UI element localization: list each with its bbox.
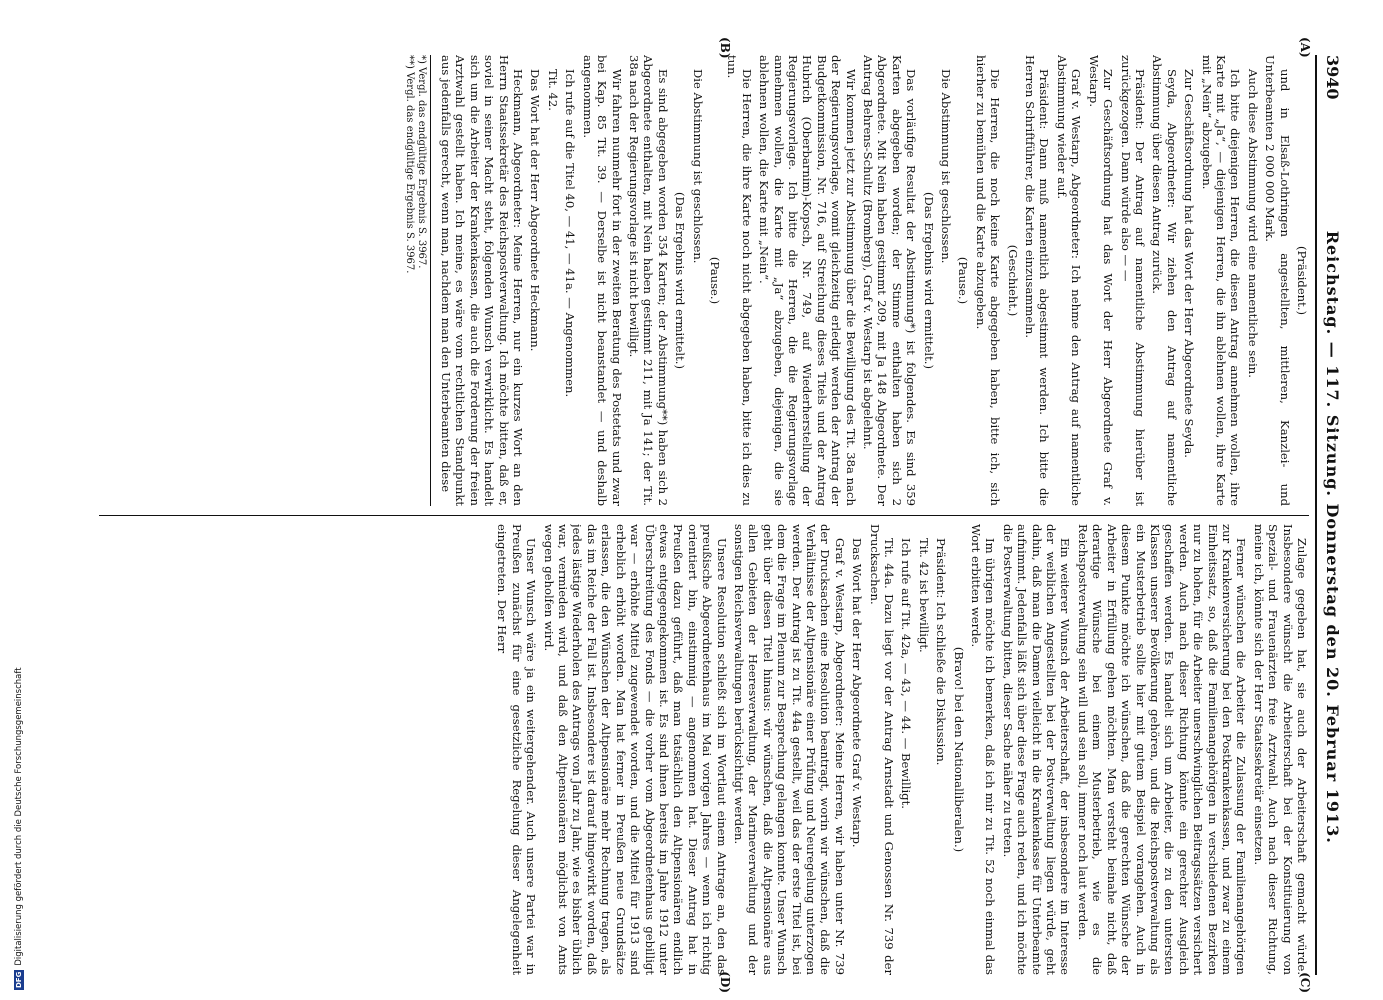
page-number: 3940 bbox=[1323, 55, 1342, 100]
left-paragraph: Zur Geschäftsordnung hat das Wort der Herr Abgeordnete Graf v. Westarp. bbox=[1086, 55, 1116, 506]
left-paragraph: Die Abstimmung ist geschlossen. bbox=[690, 69, 705, 264]
left-paragraph: Wir kommen jetzt zur Abstimmung über die Bewilligung des Tit. 38a nach der Regierungsvorlage, womit gleichzeitig erledigt werden der Antrag der Budgetkommission, Nr. 716, auf Streichung dieses Titels und der Antrag Hubrich (Oberbarnim)-Kopsch, Nr. 749, auf Wiederherstellung der Regierungsvorlage. Ich bitte die Herren, die die Regierungsvorlage annehmen wollen, die Karte mit „Ja“ abzugeben, diejenigen, die sie ablehnen wollen, die Karte mit „Nein“. bbox=[757, 55, 858, 506]
margin-letter-a: (A) bbox=[1298, 37, 1312, 58]
margin-letter-d: (D) bbox=[718, 971, 732, 993]
left-paragraph: Es sind abgegeben worden 354 Karten; der Abstimmung**) haben sich 2 Abgeordnete enthalten, mit Nein haben gestimmt 211, mit Ja 141; der Tit. 38a nach der Regierungsvorlage ist nicht bewilligt. bbox=[626, 55, 670, 506]
page-header bbox=[1315, 55, 1342, 975]
right-paragraph: Unsere Resolution schließt sich im Wortlaut einem Antrage an, den das preußische Abgeordnetenhaus im Mai vorigen Jahres — wenn ich richtig orientiert bin, einstimmig — angenommen hat. Dieser Antrag hat in Preußen dazu geführt, daß man tatsächlich den Altpensionären endlich etwas entgegengekommen ist. Es sind ihnen bereits im Jahre 1912 unter Überschreitung des Fonds — die vorher vom Abgeordnetenhaus gebilligt war — erhöhte Mittel zugewendet worden, und die Mittel für 1913 sind erheblich erhöht worden. Man hat ferner in Preußen neue Grundsätze erlassen, die den Wünschen der Altpensionäre mehr Rechnung tragen, als das im Reiche der Fall ist. Insbesondere ist darauf hingewirkt worden, daß jedes lästige Wiederholen des Antrags von Jahr zu Jahr, wie es bisher üblich war, vermieden wird, und daß den Altpensionären möglichst von Amts wegen geholfen wird. bbox=[541, 524, 729, 975]
left-paragraph: Auch diese Abstimmung wird eine namentliche sein. bbox=[1245, 69, 1260, 378]
left-paragraph: Die Herren, die noch keine Karte abgegeben haben, bitte ich, sich hierher zu bemühen und die Karte abzugeben. bbox=[973, 55, 1003, 506]
right-paragraph: Präsident: Ich schließe die Diskussion. bbox=[934, 538, 949, 766]
right-paragraph: Tit. 44a. Dazu liegt vor der Antrag Arnstadt und Genossen Nr. 739 der Drucksachen. bbox=[867, 524, 897, 975]
right-paragraph: Unser Wunsch wäre ja ein weitergehender. Auch unsere Partei war in Preußen zunächst für eine gesetzliche Regelung dieser Angelegenheit eingetreten. Der Herr bbox=[495, 524, 539, 975]
left-paragraphs bbox=[439, 55, 1292, 506]
left-paragraph: Tit. 42. bbox=[545, 69, 560, 111]
left-paragraph: Die Abstimmung ist geschlossen. bbox=[939, 69, 954, 264]
left-paragraph: Seyda, Abgeordneter: Wir ziehen den Antrag auf namentliche Abstimmung über diesen Antrag zurück. bbox=[1150, 55, 1179, 506]
left-paragraph: Das vorläufige Resultat der Abstimmung*) ist folgendes. Es sind 359 Karten abgegeben worden; der Stimme enthalten haben sich 2 Abgeordnete. Mit Nein haben gestimmt 209, mit Ja 148 Abgeordnete. Der Antrag Behrens-Schultz (Bromberg), Graf v. Westarp ist abgelehnt. bbox=[861, 55, 919, 506]
digitization-credit-text: Digitalisierung gefördert durch die Deutsche Forschungsgemeinschaft bbox=[14, 667, 24, 966]
right-paragraph: Ferner wünschen die Arbeiter die Zulassung der Familienangehörigen zur Krankenversicherung bei den Postkrankenkassen, und zwar zu einem Einheitssatz, so, daß die Familienangehörigen in verschiedenen Bezirken nur zu hohen, für die Arbeiter unerschwinglichen Beitragssätzen versichert werden. Auch nach dieser Richtung könnte ein gerechter Ausgleich geschaffen werden. Es handelt sich um Arbeiter, die zu den untersten Klassen unserer Bevölkerung gehören, und die Reichspostverwaltung als ein Musterbetrieb sollte hier mit gutem Beispiel vorangehen. Auch in diesem Punkte möchte ich wünschen, daß die gerechten Wünsche der Arbeiter in Erfüllung gehen möchten. Man versteht beinahe nicht, daß derartige Wünsche bei einem Musterbetrieb, wie es die Reichspostverwaltung sein will und sein soll, immer noch laut werden. bbox=[1075, 524, 1249, 975]
left-paragraph: Ich bitte diejenigen Herren, die diesen Antrag annehmen wollen, ihre Karte mit „Ja“, — diejenigen Herren, die ihn ablehnen wollen, ihre Karte mit „Nein“ abzugeben. bbox=[1199, 55, 1243, 506]
right-paragraph: Das Wort hat der Herr Abgeordnete Graf v. Westarp. bbox=[850, 538, 865, 848]
margin-letter-b: (B) bbox=[718, 37, 732, 59]
right-paragraph: Tit. 42 ist bewilligt. bbox=[916, 538, 931, 653]
left-paragraph: Zur Geschäftsordnung hat das Wort der Herr Abgeordnete Seyda. bbox=[1182, 69, 1197, 458]
left-paragraph: Präsident: Der Antrag auf namentliche Abstimmung hierüber ist zurückgezogen. Dann würde also — — bbox=[1118, 55, 1147, 506]
left-paragraph: (Das Ergebnis wird ermittelt.) bbox=[921, 191, 936, 370]
column-divider bbox=[99, 515, 1309, 516]
left-paragraph: (Pause.) bbox=[956, 256, 971, 305]
left-paragraph: (Geschieht.) bbox=[1005, 244, 1020, 317]
document-page bbox=[82, 37, 1342, 993]
right-paragraph: Zulage gegeben hat, sie auch der Arbeiterschaft gemacht würde. Insbesondere wünscht die Arbeiterschaft bei der Konstituierung von Spezial- und Frauenärzten freie Arztwahl. Auch nach dieser Richtung, meine ich, könnte sich der Herr Staatssekretär einsetzen. bbox=[1251, 524, 1309, 975]
footnote-2: **) Vergl. das endgültige Ergebnis S. 3967. bbox=[403, 55, 415, 274]
margin-letter-c: (C) bbox=[1298, 972, 1312, 993]
left-paragraph: Graf v. Westarp, Abgeordneter: Ich nehme den Antrag auf namentliche Abstimmung wieder auf. bbox=[1054, 55, 1084, 506]
right-paragraph: Ein weiterer Wunsch der Arbeiterschaft, der insbesondere im Interesse der weiblichen Angestellten bei der Postverwaltung liegen würde, geht dahin, daß man die Damen vielleicht in die Krankenkasse für Unterbeamte aufnimmt. Jedenfalls läßt sich über diese Frage auch reden, und ich möchte die Postverwaltung bitten, dieser Sache näher zu treten. bbox=[1000, 524, 1073, 975]
right-paragraph: Im übrigen möchte ich bemerken, daß ich mir zu Tit. 52 noch einmal das Wort erbitten werde. bbox=[969, 524, 998, 975]
left-paragraph: Ich rufe auf die Titel 40, — 41, — 41a. — Angenommen. bbox=[563, 69, 578, 398]
text-columns bbox=[99, 55, 1309, 975]
left-paragraph: Heckmann, Abgeordneter: Meine Herren, nur ein kurzes Wort an den Herrn Staatssekretär des Reichspostverwaltung. Ich möchte bitten, daß er, soviel in seiner Macht steht, folgenden Wunsch verwirklicht. Es handelt sich um die Arbeiter der Krankenkassen, die auch die Forderung der freien Arztwahl gestellt haben. Ich meine, es wäre vom rechtlichen Standpunkt aus jedenfalls gerecht, wenn man, nachdem man den Unterbeamten diese bbox=[439, 55, 526, 506]
right-paragraph: Graf v. Westarp, Abgeordneter: Meine Herren, wir haben unter Nr. 739 der Drucksachen eine Resolution beantragt, worin wir wünschen, daß die Verhältnisse der Altpensionäre einer Prüfung und Neuregelung unterzogen werden. Der Antrag ist zu Tit. 44a gestellt, weil das der erste Titel ist, bei dem die Frage im Plenum zur Besprechung gelangen konnte. Unser Wunsch geht über diesen Titel hinaus: wir wünschen, daß die Altpensionäre aus allen Gebieten der Heeresverwaltung, der Marineverwaltung und der sonstigen Reichsverwaltungen berücksichtigt werden. bbox=[731, 524, 847, 975]
dfg-logo: DFG bbox=[15, 971, 23, 988]
footnotes bbox=[403, 55, 431, 506]
right-paragraph: Ich rufe auf Tit. 42a, — 43, — 44. — Bewilligt. bbox=[899, 538, 914, 809]
presiding-label: (Präsident.) bbox=[1295, 245, 1309, 316]
left-paragraph: und in Elsaß-Lothringen angestellten, mittleren, Kanzlei- und Unterbeamten 2 000 000 Mark. bbox=[1263, 55, 1292, 506]
left-paragraph: Präsident: Dann muß namentlich abgestimmt werden. Ich bitte die Herren Schriftführer, die Karten einzusammeln. bbox=[1023, 55, 1052, 506]
left-paragraph: Das Wort hat der Herr Abgeordnete Heckmann. bbox=[528, 69, 543, 352]
right-paragraph: (Bravo! bei den Nationalliberalen.) bbox=[951, 646, 966, 853]
left-paragraph: (Das Ergebnis wird ermittelt.) bbox=[673, 191, 688, 370]
left-column bbox=[99, 55, 1309, 506]
right-paragraphs bbox=[495, 524, 1309, 975]
footnote-1: *) Vergl. das endgültige Ergebnis S. 3967. bbox=[415, 55, 427, 269]
left-paragraph: (Pause.) bbox=[707, 256, 722, 305]
right-column bbox=[99, 524, 1309, 975]
page-title: Reichstag. — 117. Sitzung. Donnerstag den 20. Februar 1913. bbox=[1323, 230, 1342, 844]
left-paragraph: Wir fahren nunmehr fort in der zweiten Beratung des Postetats und zwar bei Kap. 85 Tit. 39. — Derselbe ist nicht beanstandet — und deshalb angenommen. bbox=[580, 55, 624, 506]
left-paragraph: Die Herren, die ihre Karte noch nicht abgegeben haben, bitte ich dies zu tun. bbox=[725, 55, 754, 506]
